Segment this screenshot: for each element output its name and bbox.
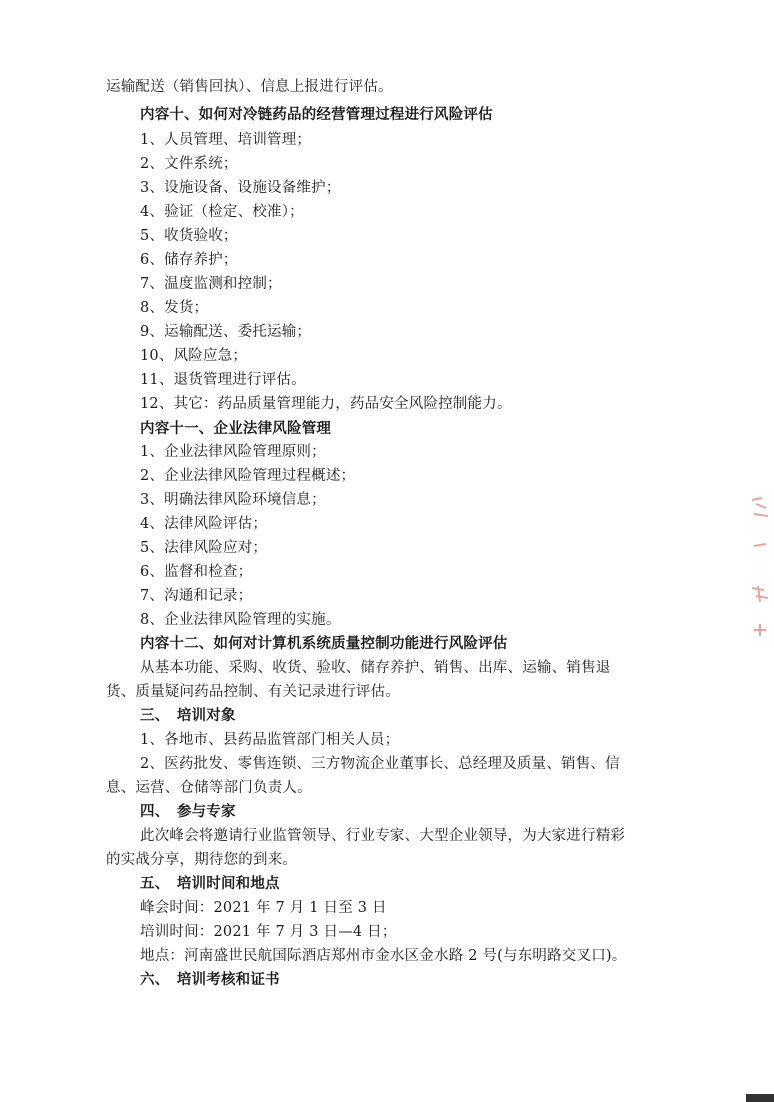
text-line: 运输配送（销售回执）、信息上报进行评估。: [106, 79, 393, 95]
list-item: 3、设施设备、设施设备维护；: [140, 180, 341, 196]
paragraph-line: 的实战分享，期待您的到来。: [106, 852, 298, 868]
list-item: 4、验证（检定、校准）；: [140, 204, 304, 220]
section-heading: 内容十二、如何对计算机系统质量控制功能进行风险评估: [140, 635, 508, 652]
paragraph-line: 货、质量疑问药品控制、有关记录进行评估。: [106, 684, 400, 700]
stamp-mark: [748, 494, 774, 528]
list-item: 12、其它：药品质量管理能力，药品安全风险控制能力。: [140, 396, 512, 412]
paragraph-line: 息、运营、仓储等部门负责人。: [106, 780, 312, 796]
list-item: 7、沟通和记录；: [140, 588, 253, 604]
section-heading: 内容十、如何对冷链药品的经营管理过程进行风险评估: [140, 106, 493, 123]
stamp-mark: [748, 582, 774, 610]
list-item: 1、企业法律风险管理原则；: [140, 444, 326, 460]
list-item: 3、明确法律风险环境信息；: [140, 492, 326, 508]
paragraph-line: 从基本功能、采购、收货、验收、储存养护、销售、出库、运输、销售退: [140, 660, 611, 676]
section-heading: 五、 培训时间和地点: [140, 875, 280, 892]
list-item: 2、文件系统；: [140, 156, 238, 172]
paragraph-line: 此次峰会将邀请行业监管领导、行业专家、大型企业领导，为大家进行精彩: [140, 828, 626, 844]
paragraph-line: 地点：河南盛世民航国际酒店郑州市金水区金水路 2 号(与东明路交叉口)。: [140, 948, 627, 964]
stamp-mark: [748, 620, 774, 644]
paragraph-line: 峰会时间：2021 年 7 月 1 日至 3 日: [140, 900, 387, 916]
stamp-mark: [748, 538, 774, 556]
list-item: 1、各地市、县药品监管部门相关人员；: [140, 732, 400, 748]
list-item: 8、企业法律风险管理的实施。: [140, 612, 341, 628]
list-item: 8、发货；: [140, 300, 209, 316]
list-item: 2、医药批发、零售连锁、三方物流企业董事长、总经理及质量、销售、信: [140, 756, 620, 772]
paragraph-line: 培训时间：2021 年 7 月 3 日—4 日；: [140, 924, 397, 940]
list-item: 5、法律风险应对；: [140, 540, 268, 556]
page-corner-mark: [746, 1094, 774, 1102]
list-item: 6、储存养护；: [140, 252, 238, 268]
section-heading: 四、 参与专家: [140, 803, 236, 820]
list-item: 9、运输配送、委托运输；: [140, 324, 312, 340]
list-item: 6、监督和检查；: [140, 564, 253, 580]
list-item: 11、退货管理进行评估。: [140, 372, 306, 388]
list-item: 4、法律风险评估；: [140, 516, 268, 532]
list-item: 10、风险应急；: [140, 348, 248, 364]
list-item: 7、温度监测和控制；: [140, 276, 282, 292]
section-heading: 六、 培训考核和证书: [140, 971, 280, 988]
section-heading: 内容十一、企业法律风险管理: [140, 420, 332, 437]
list-item: 2、企业法律风险管理过程概述；: [140, 468, 356, 484]
list-item: 1、人员管理、培训管理；: [140, 132, 312, 148]
list-item: 5、收货验收；: [140, 228, 238, 244]
section-heading: 三、 培训对象: [140, 707, 236, 724]
